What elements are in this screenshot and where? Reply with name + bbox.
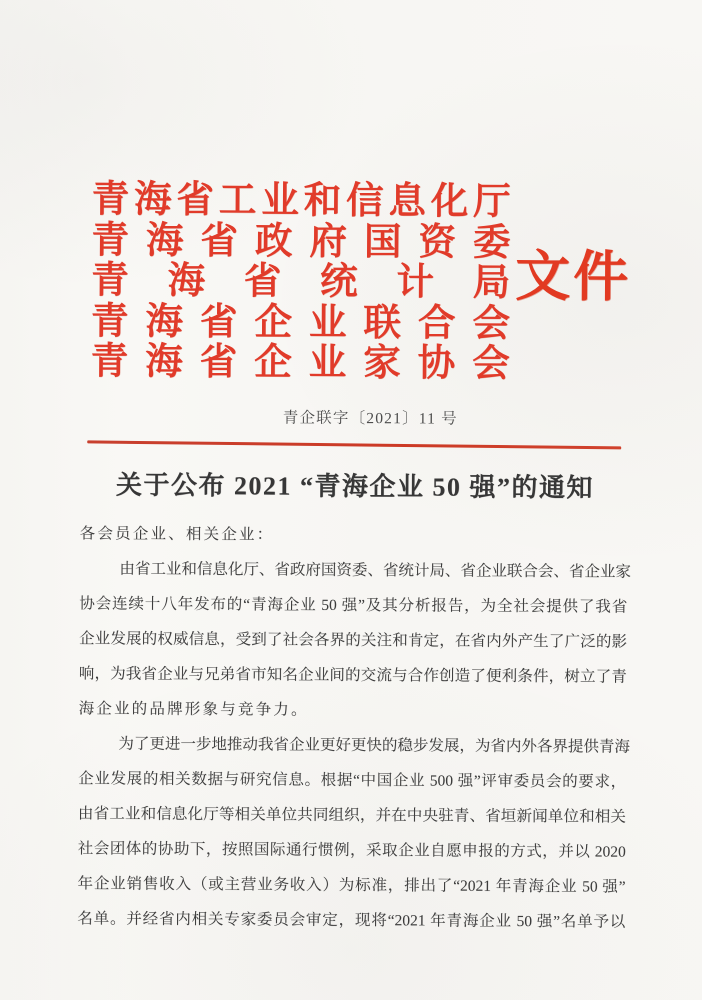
org-name-line-4: 青海省企业联合会: [90, 300, 511, 345]
body-line: 社会团体的协助下，按照国际通行惯例，采取企业自愿申报的方式，并以 2020: [77, 840, 626, 861]
document-title: 关于公布 2021 “青海企业 50 强”的通知: [115, 470, 595, 503]
letterhead-org-names: [91, 180, 511, 385]
body-line: 为了更进一步地推动我省企业更好更快的稳步发展，为省内外各界提供青海: [118, 735, 630, 756]
doc-type-label: 文件: [515, 246, 632, 308]
org-name-line-1: 青海省工业和信息化厅: [91, 179, 511, 223]
body-line: 海企业的品牌形象与竞争力。: [78, 700, 309, 719]
body-line: 企业发展的相关数据与研究信息。根据“中国企业 500 强”评审委员会的要求，: [78, 770, 627, 791]
document-number: 青企联字〔2021〕11 号: [282, 409, 458, 428]
letterhead: [3, 0, 702, 385]
red-divider-rule: [87, 440, 621, 449]
body-line: 由省工业和信息化厅等相关单位共同组织，并在中央驻青、省垣新闻单位和相关: [77, 805, 626, 826]
body-line: 名单。并经省内相关专家委员会审定，现将“2021 年青海企业 50 强”名单予以: [77, 910, 626, 931]
org-name-line-2: 青海省政府国资委: [91, 219, 511, 264]
body-line: 响，为我省企业与兄弟省市知名企业间的交流与合作创造了便利条件，树立了青: [78, 665, 627, 686]
body-line: 企业发展的权威信息，受到了社会各界的关注和肯定，在省内外产生了广泛的影: [78, 630, 628, 651]
body-line: 年企业销售收入（或主营业务收入）为标准，排出了“2021 年青海企业 50 强”: [77, 875, 626, 896]
body-line: 由省工业和信息化厅、省政府国资委、省统计局、省企业联合会、省企业家: [119, 560, 632, 581]
org-name-line-3: 青海省统计局: [91, 260, 511, 304]
document-body: [77, 516, 632, 939]
salutation-line: 各会员企业、相关企业：: [79, 525, 275, 544]
org-name-line-5: 青海省企业家协会: [90, 341, 510, 385]
body-line: 协会连续十八年发布的“青海企业 50 强”及其分析报告，为全社会提供了我省: [79, 595, 628, 616]
